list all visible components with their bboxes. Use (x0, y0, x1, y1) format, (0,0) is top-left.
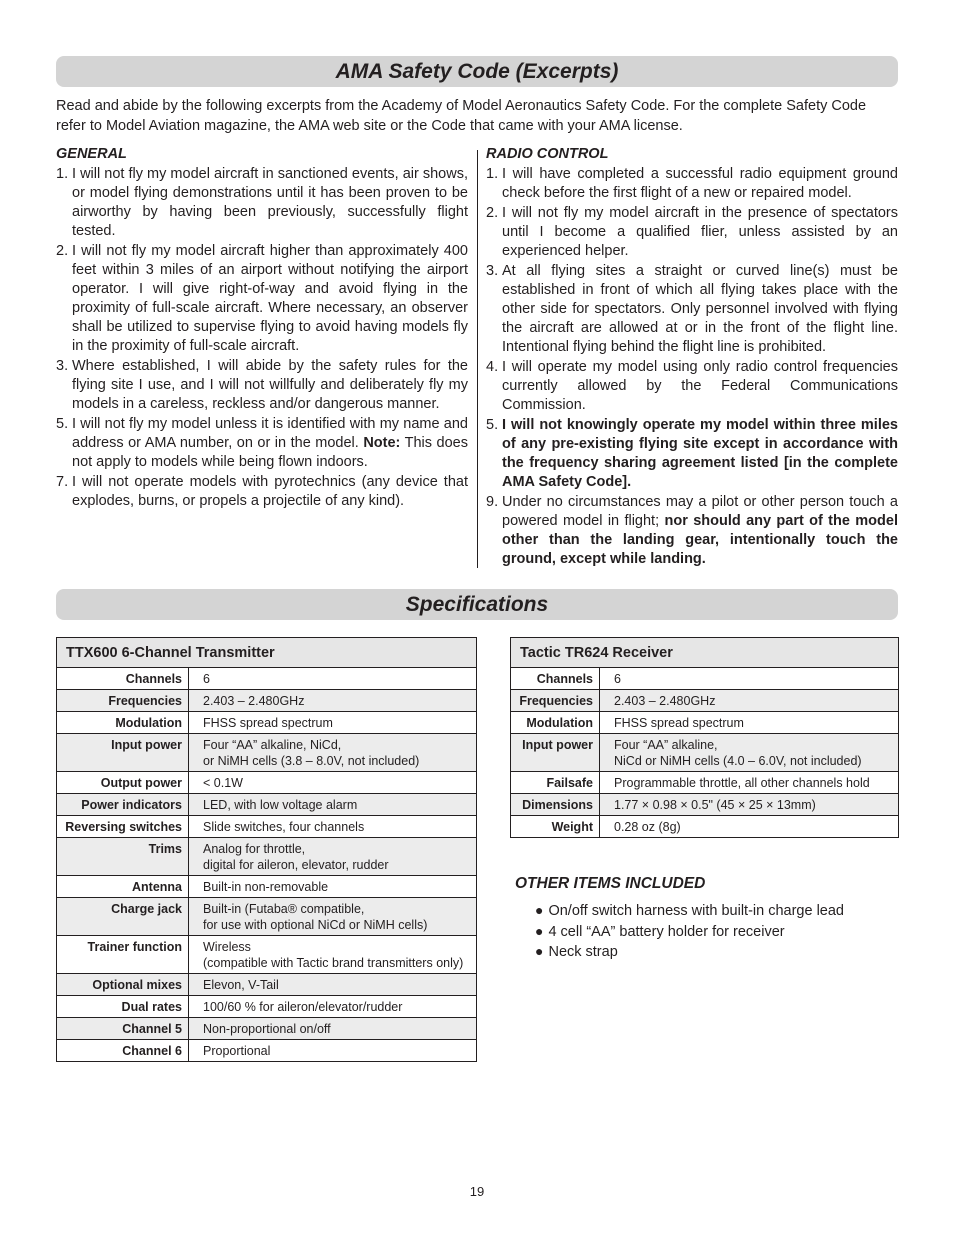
transmitter-spec-table (56, 637, 477, 1062)
item-number: 7. (56, 474, 69, 490)
spec-value-line: FHSS spread spectrum (203, 716, 333, 730)
item-text-part: Where established, I will abide by the safety rules for the flying site I use, and I will not willfully and deliberately fly my models in a careless, reckless and/or dangerous manner. (72, 358, 468, 412)
item-text-part: At all flying sites a straight or curved line(s) must be established in front of which all flying takes place with the other side for spectators. Only personnel involved with flying the aircraft are allowed at or in the front of the flight line. Intentional flying behind the flight line is prohibited. (502, 263, 898, 355)
spec-value-line: < 0.1W (203, 776, 243, 790)
item-text-part: This does not apply to models while being flown indoors. (72, 435, 468, 470)
other-item: ● On/off switch harness with built-in charge lead (535, 901, 844, 922)
item-bold-text: Note: (363, 435, 401, 451)
spec-label: Channels (511, 668, 600, 690)
spec-label: Input power (57, 734, 189, 772)
receiver-table-heading: Tactic TR624 Receiver (511, 638, 899, 668)
item-text (502, 204, 898, 261)
table-row (511, 712, 899, 734)
item-text (502, 493, 898, 569)
list-item (486, 416, 898, 492)
list-item (486, 165, 898, 203)
other-items-list (535, 901, 844, 963)
spec-value (189, 996, 477, 1018)
page-number: 19 (469, 1184, 485, 1199)
spec-value (189, 668, 477, 690)
item-bold-text: nor should any part of the model other than the landing gear, intentionally touch the ground, except while landing. (502, 513, 898, 567)
item-number: 3. (56, 358, 69, 374)
table-row (57, 772, 477, 794)
spec-value (600, 734, 899, 772)
spec-label: Channel 6 (57, 1040, 189, 1062)
spec-value-line: LED, with low voltage alarm (203, 798, 358, 812)
item-bold-text: I will not knowingly operate my model within three miles of any pre-existing flying site except in accordance with the frequency sharing agreement listed [in the complete AMA Safety Code]. (502, 417, 898, 490)
item-text-part: I will not fly my model aircraft higher than approximately 400 feet within 3 miles of an airport without notifying the airport operator. I will give right-of-way and avoid flying in the proximity of full-scale aircraft. Where necessary, an observer shall be utilized to supervise flying to avoid having models fly in the proximity of full-scale aircraft. (72, 243, 468, 354)
list-item (486, 262, 898, 357)
item-text (502, 416, 898, 492)
item-number: 1. (486, 166, 499, 182)
item-number: 1. (56, 166, 69, 182)
list-item (486, 358, 898, 415)
spec-value (600, 712, 899, 734)
table-row (57, 898, 477, 936)
table-row (511, 816, 899, 838)
spec-label: Input power (511, 734, 600, 772)
item-number: 2. (56, 243, 69, 259)
list-item (56, 242, 468, 356)
spec-label: Charge jack (57, 898, 189, 936)
spec-value-line: 6 (203, 672, 210, 686)
table-row (57, 712, 477, 734)
table-row (57, 794, 477, 816)
spec-value (600, 772, 899, 794)
spec-value-line: 2.403 – 2.480GHz (614, 694, 716, 708)
item-text (72, 242, 468, 356)
intro-paragraph: Read and abide by the following excerpts from the Academy of Model Aeronautics Safety Code. For the complete Safety Code refer to Model Aviation magazine, the AMA web site or the Code that came with your AMA license. (56, 98, 867, 134)
spec-value (189, 772, 477, 794)
spec-label: Optional mixes (57, 974, 189, 996)
transmitter-table-heading: TTX600 6-Channel Transmitter (57, 638, 477, 668)
list-item (56, 415, 468, 472)
spec-value (189, 876, 477, 898)
item-number: 4. (486, 359, 499, 375)
item-text (72, 473, 468, 511)
spec-value (189, 816, 477, 838)
spec-value-line: (compatible with Tactic brand transmitters only) (203, 956, 464, 970)
spec-value (600, 794, 899, 816)
table-row (57, 974, 477, 996)
table-row (57, 668, 477, 690)
radio-control-column (486, 145, 898, 570)
other-items-heading: OTHER ITEMS INCLUDED (515, 875, 706, 892)
spec-value-line: Analog for throttle, (203, 842, 306, 856)
spec-value (189, 1018, 477, 1040)
spec-label: Dual rates (57, 996, 189, 1018)
item-text-part: I will not fly my model aircraft in sanctioned events, air shows, or model flying demonstrations until it has been proven to be airworthy by having been previously, successfully flight tested. (72, 166, 468, 239)
spec-value (189, 974, 477, 996)
table-row (57, 996, 477, 1018)
table-row (57, 734, 477, 772)
table-row (57, 816, 477, 838)
item-text-part: I will not operate models with pyrotechnics (any device that explodes, burns, or propels a projectile of any kind). (72, 474, 468, 509)
spec-value-line: Programmable throttle, all other channels hold (614, 776, 870, 790)
table-row (57, 690, 477, 712)
spec-value (189, 712, 477, 734)
spec-value (189, 1040, 477, 1062)
general-list (56, 165, 468, 511)
spec-label: Trims (57, 838, 189, 876)
spec-value (189, 838, 477, 876)
spec-label: Antenna (57, 876, 189, 898)
receiver-spec-table (510, 637, 899, 838)
item-text (502, 358, 898, 415)
spec-value-line: digital for aileron, elevator, rudder (203, 858, 389, 872)
spec-value-line: 2.403 – 2.480GHz (203, 694, 305, 708)
spec-value-line: 100/60 % for aileron/elevator/rudder (203, 1000, 403, 1014)
table-row (57, 1040, 477, 1062)
spec-value-line: 0.28 oz (8g) (614, 820, 681, 834)
column-divider (477, 150, 478, 568)
spec-value-line: Wireless (203, 940, 251, 954)
item-text (72, 165, 468, 241)
spec-value-line: 6 (614, 672, 621, 686)
spec-label: Failsafe (511, 772, 600, 794)
spec-value (189, 734, 477, 772)
spec-label: Frequencies (511, 690, 600, 712)
other-item: ● Neck strap (535, 942, 844, 963)
spec-value-line: 1.77 × 0.98 × 0.5" (45 × 25 × 13mm) (614, 798, 816, 812)
spec-label: Reversing switches (57, 816, 189, 838)
spec-label: Frequencies (57, 690, 189, 712)
spec-label: Weight (511, 816, 600, 838)
item-number: 2. (486, 205, 499, 221)
radio-control-list (486, 165, 898, 569)
item-text (72, 415, 468, 472)
spec-value (189, 794, 477, 816)
item-number: 3. (486, 263, 499, 279)
item-text (72, 357, 468, 414)
table-row (511, 772, 899, 794)
spec-value-line: Non-proportional on/off (203, 1022, 331, 1036)
spec-value-line: Built-in (Futaba® compatible, (203, 902, 365, 916)
spec-value (189, 898, 477, 936)
list-item (56, 357, 468, 414)
spec-value-line: FHSS spread spectrum (614, 716, 744, 730)
spec-label: Output power (57, 772, 189, 794)
list-item (486, 204, 898, 261)
table-row (57, 838, 477, 876)
item-number: 5. (486, 417, 499, 433)
general-heading: GENERAL (56, 146, 127, 162)
spec-value (189, 936, 477, 974)
item-text-part: I will not fly my model unless it is identified with my name and address or AMA number, on or in the model. (72, 416, 468, 451)
spec-value (600, 690, 899, 712)
item-text-part: I will have completed a successful radio equipment ground check before the first flight of a new or repaired model. (502, 166, 898, 201)
item-number: 9. (486, 494, 499, 510)
spec-value (600, 668, 899, 690)
item-text-part: I will not fly my model aircraft in the presence of spectators until I become a qualified flier, unless assisted by an experienced helper. (502, 205, 898, 259)
list-item (56, 473, 468, 511)
list-item (56, 165, 468, 241)
table-row (57, 1018, 477, 1040)
list-item (486, 493, 898, 569)
item-text-part: I will operate my model using only radio control frequencies currently allowed by the Federal Communications Commission. (502, 359, 898, 413)
spec-label: Channels (57, 668, 189, 690)
spec-value-line: for use with optional NiCd or NiMH cells) (203, 918, 428, 932)
spec-label: Modulation (57, 712, 189, 734)
item-text-part: Under no circumstances may a pilot or other person touch a powered model in flight; (502, 494, 898, 529)
table-row (511, 668, 899, 690)
table-row (57, 876, 477, 898)
spec-label: Power indicators (57, 794, 189, 816)
spec-value (600, 816, 899, 838)
table-row (511, 794, 899, 816)
radio-control-heading: RADIO CONTROL (486, 146, 609, 162)
spec-value-line: Four “AA” alkaline, (614, 738, 718, 752)
spec-value-line: Proportional (203, 1044, 271, 1058)
spec-value-line: Slide switches, four channels (203, 820, 365, 834)
spec-label: Channel 5 (57, 1018, 189, 1040)
item-text (502, 165, 898, 203)
table-row (57, 936, 477, 974)
table-row (511, 690, 899, 712)
spec-value-line: or NiMH cells (3.8 – 8.0V, not included) (203, 754, 420, 768)
item-number: 5. (56, 416, 69, 432)
specifications-title: Specifications (56, 589, 898, 620)
other-item: ● 4 cell “AA” battery holder for receiver (535, 922, 844, 943)
safety-code-title: AMA Safety Code (Excerpts) (56, 56, 898, 87)
spec-value-line: Four “AA” alkaline, NiCd, (203, 738, 342, 752)
spec-label: Trainer function (57, 936, 189, 974)
spec-value-line: Elevon, V-Tail (203, 978, 279, 992)
spec-value (189, 690, 477, 712)
spec-value-line: NiCd or NiMH cells (4.0 – 6.0V, not included) (614, 754, 862, 768)
spec-label: Dimensions (511, 794, 600, 816)
spec-value-line: Built-in non-removable (203, 880, 329, 894)
spec-label: Modulation (511, 712, 600, 734)
table-row (511, 734, 899, 772)
item-text (502, 262, 898, 357)
general-column (56, 145, 468, 512)
